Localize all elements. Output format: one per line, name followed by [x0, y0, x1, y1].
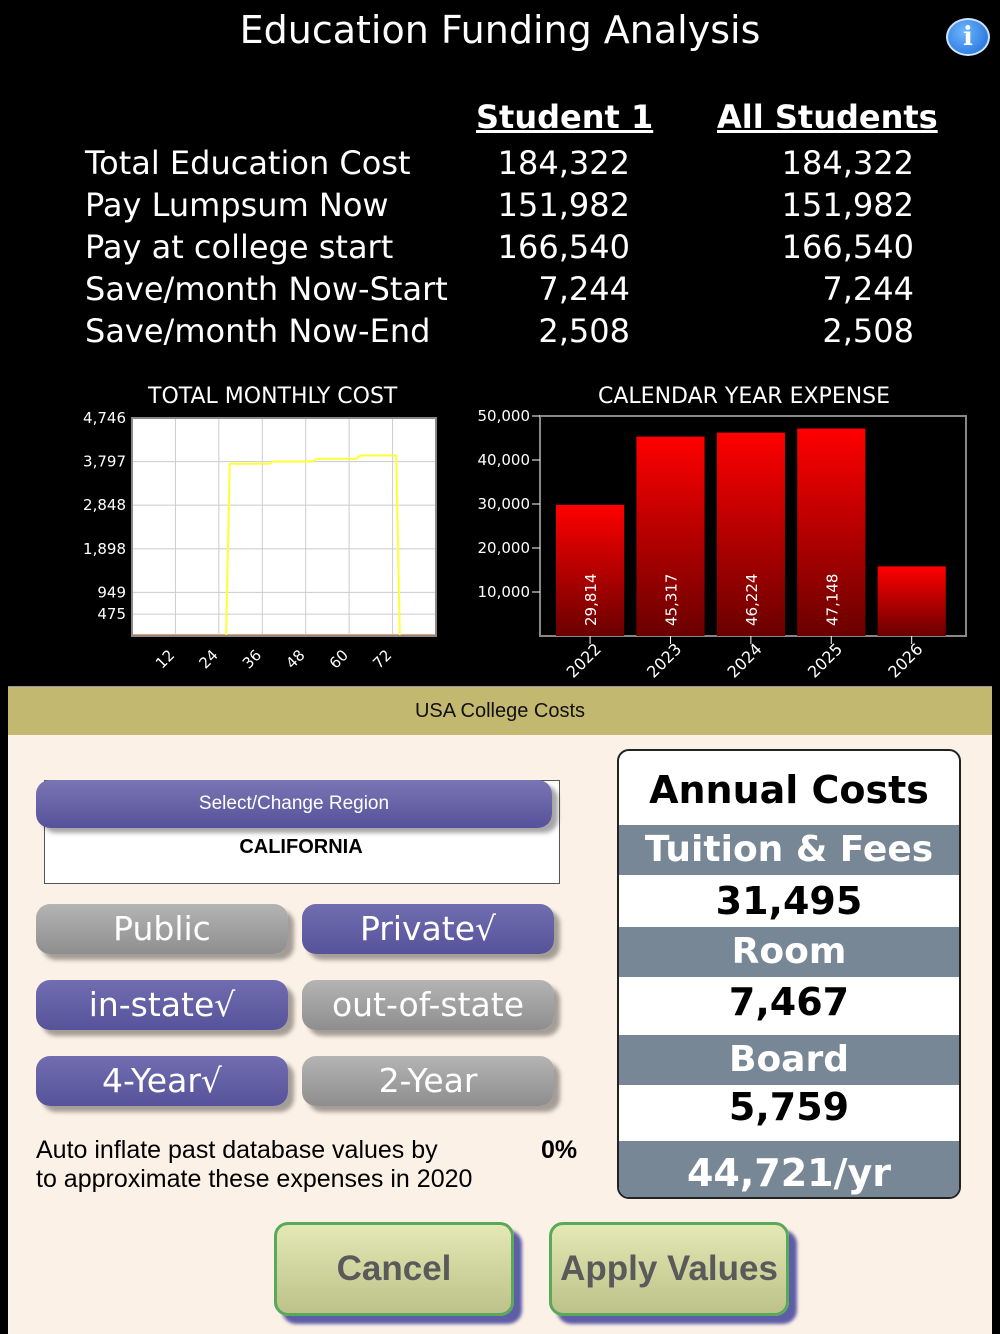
column-header-all-students: All Students — [717, 98, 938, 136]
annual-total: 44,721/yr — [619, 1141, 959, 1197]
all-save-month-now-end: 2,508 — [822, 312, 914, 350]
inflate-percent[interactable]: 0% — [541, 1136, 578, 1164]
apply-values-button[interactable]: Apply Values — [549, 1222, 789, 1316]
all-pay-lumpsum-now: 151,982 — [781, 186, 914, 224]
year-chart-y-tick-label: 20,000 — [477, 539, 530, 557]
monthly-chart-x-tick-label: 36 — [238, 646, 266, 673]
row-label-save-month-now-end: Save/month Now-End — [85, 312, 431, 350]
year-chart-x-tick-label: 2023 — [643, 639, 686, 682]
student1-pay-lumpsum-now: 151,982 — [497, 186, 630, 224]
year-chart-y-tick-label: 40,000 — [477, 451, 530, 469]
monthly-chart-x-tick-label: 12 — [152, 646, 179, 673]
inflate-line-2: to approximate these expenses in 2020 — [36, 1165, 473, 1193]
room-value: 7,467 — [728, 980, 850, 1024]
column-header-student-1: Student 1 — [476, 98, 654, 136]
two-year-option-button[interactable]: 2-Year — [302, 1056, 554, 1106]
monthly-chart-x-tick-label: 72 — [369, 646, 396, 673]
row-label-total-education-cost: Total Education Cost — [85, 144, 411, 182]
year-chart-x-tick-label: 2025 — [803, 639, 847, 682]
board-value: 5,759 — [728, 1085, 850, 1129]
year-expense-data-label: 46,224 — [742, 573, 761, 626]
four-year-option-button[interactable]: 4-Year√ — [36, 1056, 288, 1106]
info-icon[interactable]: i — [946, 18, 990, 56]
annual-costs-card — [617, 749, 961, 1199]
student1-total-education-cost: 184,322 — [497, 144, 630, 182]
monthly-chart-y-tick-label: 2,848 — [83, 496, 126, 515]
out-of-state-option-button[interactable]: out-of-state — [302, 980, 554, 1030]
monthly-chart-y-tick-label: 949 — [97, 583, 126, 602]
year-chart-x-tick-label: 2026 — [884, 639, 927, 682]
region-value: CALIFORNIA — [239, 836, 363, 858]
year-expense-chart-title: CALENDAR YEAR EXPENSE — [598, 384, 891, 409]
year-chart-y-tick-label: 10,000 — [477, 583, 530, 601]
board-label: Board — [619, 1035, 959, 1085]
year-chart-y-tick-label: 30,000 — [477, 495, 530, 513]
student1-pay-at-college-start: 166,540 — [497, 228, 630, 266]
student1-save-month-now-start: 7,244 — [538, 270, 630, 308]
public-option-button[interactable]: Public — [36, 904, 288, 954]
monthly-chart-x-tick-label: 48 — [282, 646, 309, 673]
all-total-education-cost: 184,322 — [781, 144, 914, 182]
all-pay-at-college-start: 166,540 — [781, 228, 914, 266]
inflate-line-1: Auto inflate past database values by — [36, 1136, 438, 1164]
monthly-cost-chart — [8, 0, 992, 688]
year-chart-y-tick-label: 50,000 — [477, 407, 530, 425]
year-chart-x-tick-label: 2024 — [723, 639, 766, 682]
monthly-chart-x-tick-label: 60 — [325, 646, 352, 673]
page-title: Education Funding Analysis — [239, 8, 761, 52]
panel-banner: USA College Costs — [8, 686, 992, 735]
analysis-panel — [8, 0, 992, 688]
row-label-save-month-now-start: Save/month Now-Start — [85, 270, 448, 308]
in-state-option-button[interactable]: in-state√ — [36, 980, 288, 1030]
select-region-button[interactable]: Select/Change Region — [36, 780, 552, 828]
monthly-chart-y-tick-label: 4,746 — [83, 409, 126, 427]
year-expense-bar — [878, 566, 946, 636]
row-label-pay-at-college-start: Pay at college start — [85, 228, 394, 266]
tuition-label: Tuition & Fees — [619, 825, 959, 875]
year-expense-data-label: 29,814 — [582, 573, 601, 626]
annual-costs-title: Annual Costs — [649, 768, 929, 812]
private-option-button[interactable]: Private√ — [302, 904, 554, 954]
monthly-chart-y-tick-label: 1,898 — [83, 539, 126, 558]
college-costs-panel — [8, 686, 992, 1334]
monthly-chart-y-tick-label: 3,797 — [83, 452, 126, 471]
year-expense-data-label: 45,317 — [662, 573, 681, 626]
monthly-chart-x-tick-label: 24 — [195, 646, 222, 673]
room-label: Room — [619, 927, 959, 977]
year-expense-data-label: 47,148 — [823, 573, 842, 626]
row-label-pay-lumpsum-now: Pay Lumpsum Now — [85, 186, 389, 224]
monthly-cost-chart-title: TOTAL MONTHLY COST — [148, 384, 398, 409]
year-chart-x-tick-label: 2022 — [562, 639, 605, 682]
inflate-description — [36, 1136, 472, 1194]
all-save-month-now-start: 7,244 — [822, 270, 914, 308]
student1-save-month-now-end: 2,508 — [538, 312, 630, 350]
tuition-value: 31,495 — [715, 879, 863, 923]
monthly-chart-y-tick-label: 475 — [97, 605, 126, 624]
monthly-chart-plot-area — [132, 418, 436, 636]
cancel-button[interactable]: Cancel — [274, 1222, 514, 1316]
